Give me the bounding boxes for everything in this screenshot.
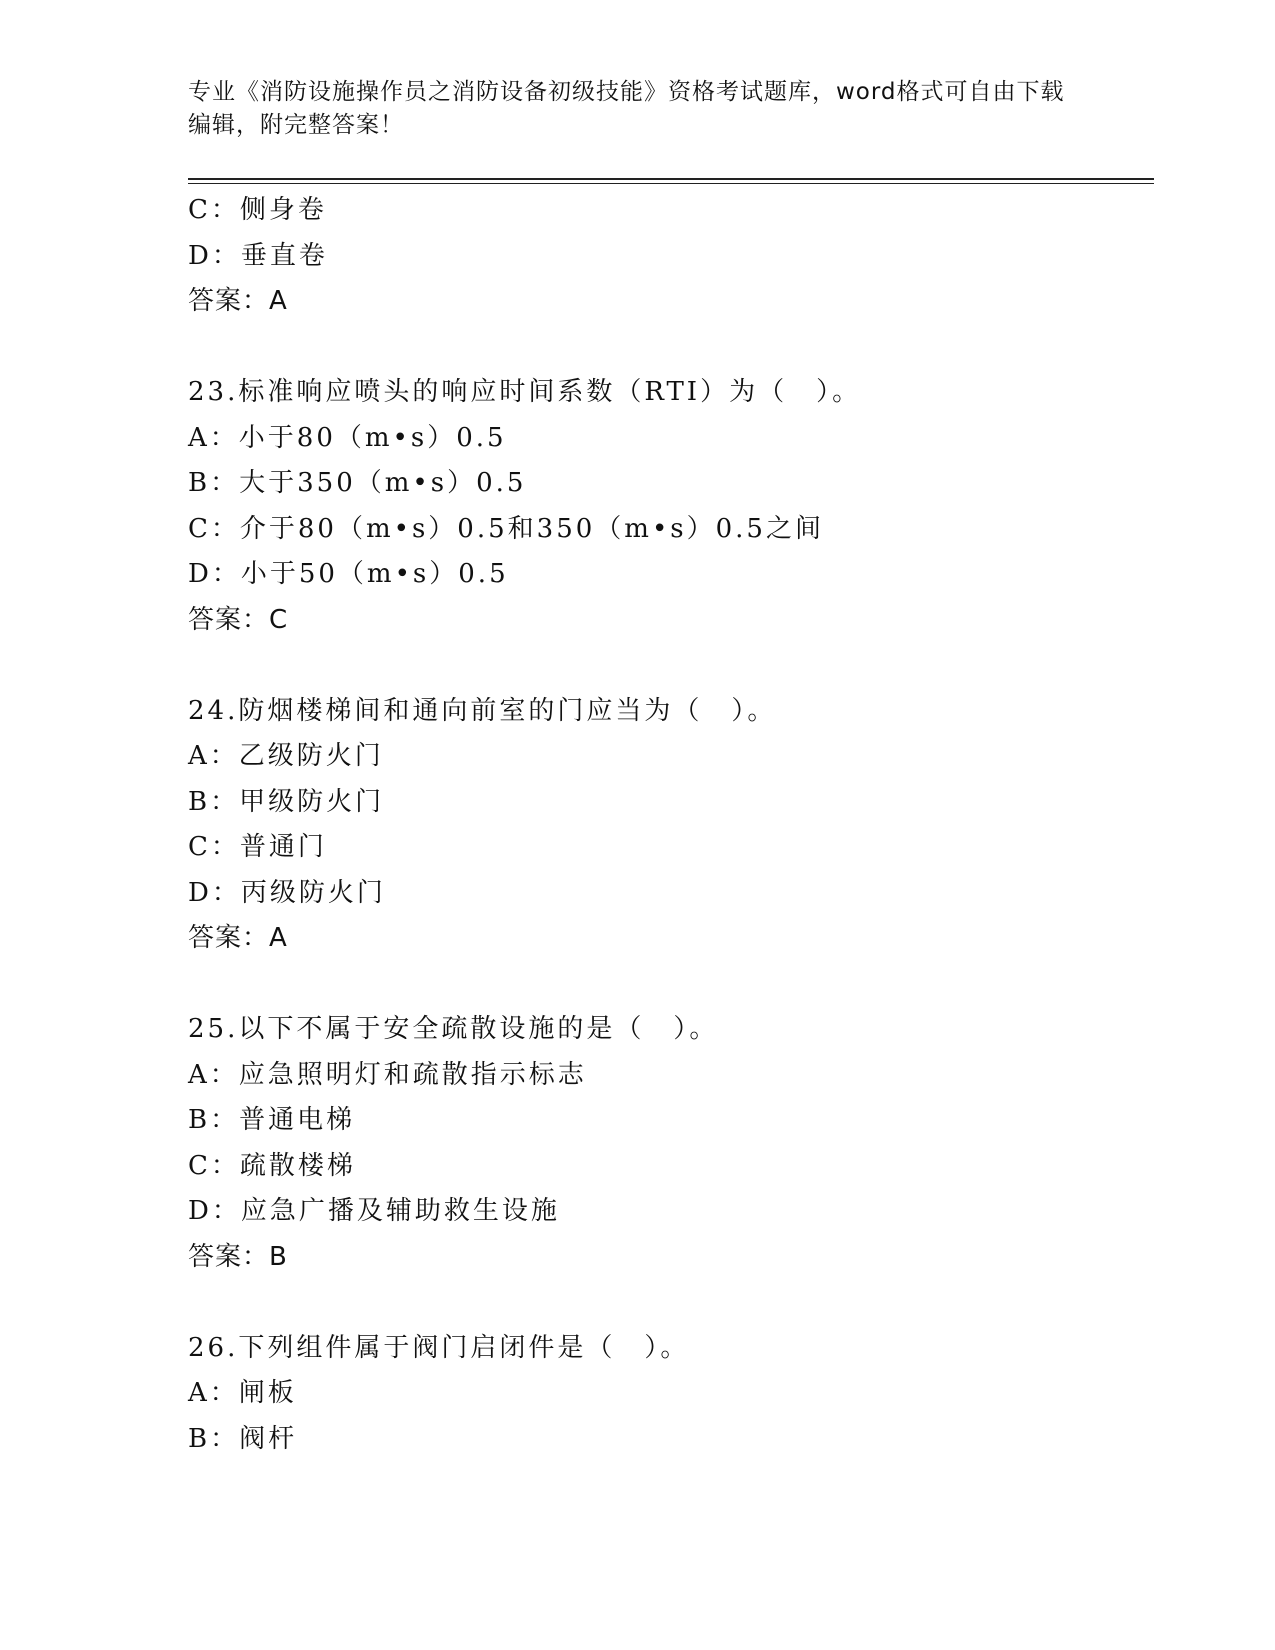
question-24 [188, 689, 1154, 962]
option-c: C：疏散楼梯 [188, 1150, 356, 1181]
question-stem: 26.下列组件属于阀门启闭件是（ ）。 [188, 1332, 690, 1363]
answer-line: 答案：A [188, 286, 288, 316]
header-divider-thin [188, 183, 1154, 184]
option-b: B：普通电梯 [188, 1105, 356, 1135]
question-spacer [188, 1280, 1154, 1326]
question-stem: 24.防烟楼梯间和通向前室的门应当为（ ）。 [188, 695, 777, 726]
question-list [188, 188, 1154, 1462]
question-stem: 23.标准响应喷头的响应时间系数（RTI）为（ ）。 [188, 377, 862, 407]
option-d: D：小于50（m•s）0.5 [188, 559, 509, 589]
question-25 [188, 1007, 1154, 1280]
question-spacer [188, 325, 1154, 371]
header-divider-thick [188, 178, 1154, 180]
option-a: A：乙级防火门 [188, 741, 384, 771]
document-header: 专业《消防设施操作员之消防设备初级技能》资格考试题库，word格式可自由下载编辑，附完整答案！ [188, 79, 1065, 138]
question-spacer [188, 643, 1154, 689]
option-d: D：应急广播及辅助救生设施 [188, 1196, 560, 1226]
question-22-tail [188, 188, 1154, 325]
answer-line: 答案：A [188, 923, 288, 953]
answer-line: 答案：B [188, 1241, 288, 1272]
option-d: D：丙级防火门 [188, 877, 386, 908]
answer-line: 答案：C [188, 604, 289, 635]
question-spacer [188, 962, 1154, 1008]
option-c: C：介于80（m•s）0.5和350（m•s）0.5之间 [188, 513, 824, 544]
option-b: B：甲级防火门 [188, 786, 385, 817]
option-d: D：垂直卷 [188, 240, 328, 271]
question-stem: 25.以下不属于安全疏散设施的是（ ）。 [188, 1014, 719, 1044]
question-23 [188, 370, 1154, 643]
option-a: A：闸板 [188, 1378, 297, 1408]
option-c: C：普通门 [188, 832, 327, 862]
option-c: C：侧身卷 [188, 195, 327, 225]
option-b: B：阀杆 [188, 1423, 298, 1454]
question-26 [188, 1326, 1154, 1463]
option-a: A：应急照明灯和疏散指示标志 [188, 1059, 587, 1090]
option-a: A：小于80（m•s）0.5 [188, 422, 507, 453]
option-b: B：大于350（m•s）0.5 [188, 468, 527, 498]
